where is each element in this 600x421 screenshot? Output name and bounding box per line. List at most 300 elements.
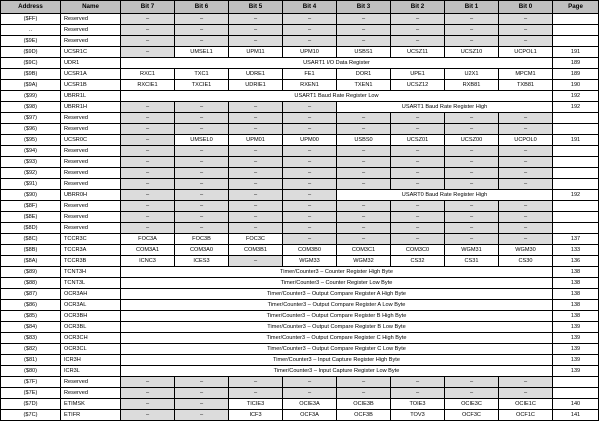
register-name-cell: TCNT3L: [61, 278, 121, 289]
address-cell: ($9B): [1, 69, 61, 80]
bit-cell: –: [337, 36, 391, 47]
bit-cell: –: [499, 377, 553, 388]
register-description-cell: Timer/Counter3 – Input Capture Register Low Byte: [121, 366, 553, 377]
register-name-cell: UBRR1H: [61, 102, 121, 113]
page-number-cell: [553, 25, 599, 36]
address-cell: ($9C): [1, 58, 61, 69]
bit-cell: –: [391, 223, 445, 234]
bit-cell: –: [283, 377, 337, 388]
register-name-cell: TCCR3B: [61, 256, 121, 267]
bit-cell: –: [121, 135, 175, 146]
bit-cell: –: [337, 388, 391, 399]
bit-cell: –: [445, 179, 499, 190]
register-name-cell: Reserved: [61, 377, 121, 388]
bit-cell: –: [391, 25, 445, 36]
page-number-cell: 139: [553, 322, 599, 333]
bit-cell: –: [283, 179, 337, 190]
register-name-cell: ETIFR: [61, 410, 121, 421]
bit-cell: COM3C1: [337, 245, 391, 256]
bit-cell: UCPOL1: [499, 47, 553, 58]
bit-cell: –: [175, 399, 229, 410]
bit-cell: –: [175, 377, 229, 388]
register-description-cell: USART1 I/O Data Register: [121, 58, 553, 69]
address-cell: ($80): [1, 366, 61, 377]
bit-cell: –: [229, 212, 283, 223]
bit-cell: –: [175, 223, 229, 234]
table-body: [1, 14, 599, 421]
bit-cell: UCSZ12: [391, 80, 445, 91]
bit-cell: UPM00: [283, 135, 337, 146]
page-number-cell: 139: [553, 355, 599, 366]
page-number-cell: 190: [553, 80, 599, 91]
bit-cell: –: [175, 102, 229, 113]
table-row: [1, 201, 599, 212]
address-cell: ($85): [1, 311, 61, 322]
page-number-cell: 138: [553, 311, 599, 322]
bit-cell: COM3C0: [391, 245, 445, 256]
bit-cell: UDRIE1: [229, 80, 283, 91]
register-name-cell: Reserved: [61, 201, 121, 212]
table-row: [1, 245, 599, 256]
bit-cell: –: [175, 36, 229, 47]
bit-cell: –: [121, 388, 175, 399]
bit-cell: –: [337, 168, 391, 179]
table-row: [1, 377, 599, 388]
bit-cell: –: [337, 25, 391, 36]
bit-cell: UMSEL1: [175, 47, 229, 58]
register-description-cell: Timer/Counter3 – Output Compare Register C Low Byte: [121, 344, 553, 355]
page-number-cell: 189: [553, 58, 599, 69]
page-number-cell: 192: [553, 102, 599, 113]
bit-cell: TXCIE1: [175, 80, 229, 91]
address-cell: ($8B): [1, 245, 61, 256]
bit-cell: –: [175, 212, 229, 223]
bit-cell: WGM31: [445, 245, 499, 256]
bit-cell: –: [229, 25, 283, 36]
bit-cell: COM3A1: [121, 245, 175, 256]
bit-cell: –: [175, 410, 229, 421]
bit-cell: –: [175, 179, 229, 190]
register-description-cell: Timer/Counter3 – Output Compare Register B Low Byte: [121, 322, 553, 333]
address-cell: ($7C): [1, 410, 61, 421]
bit-cell: –: [229, 146, 283, 157]
bit-cell: –: [445, 124, 499, 135]
bit-cell: OCF3B: [337, 410, 391, 421]
address-cell: ($97): [1, 113, 61, 124]
table-row: [1, 102, 599, 113]
table-row: [1, 344, 599, 355]
bit-cell: –: [229, 14, 283, 25]
bit-cell: WGM30: [499, 245, 553, 256]
bit-cell: –: [337, 14, 391, 25]
bit-cell: –: [229, 388, 283, 399]
column-header: Address: [1, 1, 61, 14]
bit-cell: –: [445, 146, 499, 157]
bit-cell: –: [283, 223, 337, 234]
bit-cell: –: [121, 190, 175, 201]
bit-cell: –: [337, 157, 391, 168]
register-name-cell: Reserved: [61, 25, 121, 36]
register-name-cell: OCR3BH: [61, 311, 121, 322]
bit-cell: –: [229, 113, 283, 124]
bit-cell: –: [445, 234, 499, 245]
bit-cell: –: [229, 256, 283, 267]
bit-cell: –: [499, 25, 553, 36]
page-number-cell: 139: [553, 344, 599, 355]
bit-cell: –: [175, 146, 229, 157]
address-cell: ($9A): [1, 80, 61, 91]
page-number-cell: 192: [553, 190, 599, 201]
bit-cell: –: [229, 201, 283, 212]
bit-cell: –: [499, 113, 553, 124]
bit-cell: UCSZ10: [445, 47, 499, 58]
table-row: [1, 212, 599, 223]
table-row: [1, 168, 599, 179]
register-name-cell: OCR3AL: [61, 300, 121, 311]
bit-cell: –: [175, 201, 229, 212]
bit-cell: –: [445, 25, 499, 36]
bit-cell: –: [283, 14, 337, 25]
address-cell: ($87): [1, 289, 61, 300]
bit-cell: COM3B1: [229, 245, 283, 256]
page-number-cell: [553, 388, 599, 399]
bit-cell: RXCIE1: [121, 80, 175, 91]
table-row: [1, 278, 599, 289]
bit-cell: OCIE1C: [499, 399, 553, 410]
bit-cell: FOC3A: [121, 234, 175, 245]
register-description-cell: Timer/Counter3 – Output Compare Register C High Byte: [121, 333, 553, 344]
table-row: [1, 256, 599, 267]
table-row: [1, 69, 599, 80]
bit-cell: –: [121, 201, 175, 212]
table-row: [1, 333, 599, 344]
bit-cell: –: [283, 102, 337, 113]
table-row: [1, 113, 599, 124]
bit-cell: –: [445, 377, 499, 388]
register-name-cell: Reserved: [61, 388, 121, 399]
bit-cell: –: [445, 212, 499, 223]
bit-cell: –: [283, 113, 337, 124]
bit-cell: –: [283, 146, 337, 157]
bit-cell: –: [499, 157, 553, 168]
register-name-cell: ICR3H: [61, 355, 121, 366]
bit-cell: –: [229, 190, 283, 201]
bit-cell: –: [337, 377, 391, 388]
page-number-cell: [553, 377, 599, 388]
address-cell: ($88): [1, 278, 61, 289]
bit-cell: ICNC3: [121, 256, 175, 267]
table-row: [1, 91, 599, 102]
page-number-cell: [553, 223, 599, 234]
column-header: Bit 6: [175, 1, 229, 14]
bit-cell: CS30: [499, 256, 553, 267]
bit-cell: –: [391, 113, 445, 124]
bit-cell: –: [121, 146, 175, 157]
register-description-cell: USART0 Baud Rate Register High: [337, 190, 553, 201]
bit-cell: FOC3C: [229, 234, 283, 245]
page-number-cell: [553, 179, 599, 190]
bit-cell: –: [391, 124, 445, 135]
bit-cell: –: [175, 124, 229, 135]
address-cell: ($86): [1, 300, 61, 311]
page-number-cell: [553, 124, 599, 135]
bit-cell: –: [499, 146, 553, 157]
register-name-cell: OCR3BL: [61, 322, 121, 333]
bit-cell: –: [337, 113, 391, 124]
bit-cell: –: [229, 124, 283, 135]
page-number-cell: 137: [553, 234, 599, 245]
register-description-cell: USART1 Baud Rate Register Low: [121, 91, 553, 102]
table-row: [1, 58, 599, 69]
bit-cell: –: [121, 157, 175, 168]
bit-cell: ICF3: [229, 410, 283, 421]
bit-cell: –: [445, 201, 499, 212]
address-cell: ($96): [1, 124, 61, 135]
bit-cell: –: [121, 399, 175, 410]
register-description-cell: Timer/Counter3 – Output Compare Register A Low Byte: [121, 300, 553, 311]
bit-cell: COM3A0: [175, 245, 229, 256]
bit-cell: –: [121, 377, 175, 388]
page-number-cell: [553, 212, 599, 223]
table-row: [1, 267, 599, 278]
table-row: [1, 47, 599, 58]
address-cell: ($8A): [1, 256, 61, 267]
register-name-cell: UBRR0H: [61, 190, 121, 201]
bit-cell: OCIE3C: [445, 399, 499, 410]
table-row: [1, 179, 599, 190]
column-header: Bit 1: [445, 1, 499, 14]
page-number-cell: [553, 168, 599, 179]
register-name-cell: Reserved: [61, 179, 121, 190]
bit-cell: –: [391, 377, 445, 388]
bit-cell: –: [175, 168, 229, 179]
table-row: [1, 146, 599, 157]
bit-cell: –: [391, 179, 445, 190]
bit-cell: UCSZ00: [445, 135, 499, 146]
bit-cell: TXB81: [499, 80, 553, 91]
bit-cell: –: [229, 179, 283, 190]
address-cell: ($8F): [1, 201, 61, 212]
bit-cell: FE1: [283, 69, 337, 80]
register-name-cell: UDR1: [61, 58, 121, 69]
bit-cell: UPM01: [229, 135, 283, 146]
bit-cell: OCIE3A: [283, 399, 337, 410]
bit-cell: UPM10: [283, 47, 337, 58]
bit-cell: UCSZ11: [391, 47, 445, 58]
bit-cell: –: [445, 157, 499, 168]
bit-cell: USBS0: [337, 135, 391, 146]
page-number-cell: [553, 157, 599, 168]
register-name-cell: UCSR0C: [61, 135, 121, 146]
bit-cell: –: [499, 223, 553, 234]
bit-cell: –: [391, 157, 445, 168]
address-cell: ($98): [1, 102, 61, 113]
column-header: Bit 4: [283, 1, 337, 14]
bit-cell: –: [337, 179, 391, 190]
bit-cell: –: [499, 179, 553, 190]
bit-cell: –: [229, 36, 283, 47]
register-name-cell: OCR3CH: [61, 333, 121, 344]
address-cell: ($9E): [1, 36, 61, 47]
register-description-cell: Timer/Counter3 – Counter Register Low Byte: [121, 278, 553, 289]
column-header: Bit 2: [391, 1, 445, 14]
table-row: [1, 190, 599, 201]
register-name-cell: Reserved: [61, 223, 121, 234]
page-number-cell: [553, 113, 599, 124]
address-cell: ($8D): [1, 223, 61, 234]
register-name-cell: OCR3CL: [61, 344, 121, 355]
table-row: [1, 399, 599, 410]
bit-cell: –: [445, 388, 499, 399]
page-number-cell: 136: [553, 256, 599, 267]
bit-cell: –: [121, 223, 175, 234]
bit-cell: –: [175, 113, 229, 124]
page-number-cell: 141: [553, 410, 599, 421]
bit-cell: –: [391, 388, 445, 399]
bit-cell: –: [337, 201, 391, 212]
bit-cell: FOC3B: [175, 234, 229, 245]
address-cell: ($95): [1, 135, 61, 146]
page-number-cell: 139: [553, 366, 599, 377]
address-cell: ($89): [1, 267, 61, 278]
table-row: [1, 322, 599, 333]
bit-cell: –: [283, 201, 337, 212]
address-cell: ($90): [1, 190, 61, 201]
bit-cell: –: [445, 36, 499, 47]
bit-cell: –: [175, 388, 229, 399]
table-header: [1, 1, 599, 14]
register-name-cell: ICR3L: [61, 366, 121, 377]
page-number-cell: 191: [553, 47, 599, 58]
address-cell: ($7F): [1, 377, 61, 388]
bit-cell: –: [121, 102, 175, 113]
table-row: [1, 300, 599, 311]
page-number-cell: 139: [553, 333, 599, 344]
bit-cell: –: [175, 25, 229, 36]
register-name-cell: UBRR1L: [61, 91, 121, 102]
bit-cell: –: [175, 157, 229, 168]
bit-cell: –: [283, 388, 337, 399]
table-row: [1, 388, 599, 399]
bit-cell: –: [175, 190, 229, 201]
bit-cell: –: [283, 212, 337, 223]
register-name-cell: TCNT3H: [61, 267, 121, 278]
bit-cell: –: [121, 47, 175, 58]
bit-cell: –: [337, 146, 391, 157]
bit-cell: –: [391, 146, 445, 157]
address-cell: ($8C): [1, 234, 61, 245]
register-name-cell: UCSR1B: [61, 80, 121, 91]
address-cell: ..: [1, 25, 61, 36]
bit-cell: OCF1C: [499, 410, 553, 421]
table-row: [1, 157, 599, 168]
bit-cell: CS32: [391, 256, 445, 267]
register-name-cell: OCR3AH: [61, 289, 121, 300]
table-row: [1, 25, 599, 36]
register-description-cell: USART1 Baud Rate Register High: [337, 102, 553, 113]
register-description-cell: Timer/Counter3 – Output Compare Register B High Byte: [121, 311, 553, 322]
bit-cell: DOR1: [337, 69, 391, 80]
address-cell: ($82): [1, 344, 61, 355]
bit-cell: UPM11: [229, 47, 283, 58]
register-description-cell: Timer/Counter3 – Output Compare Register A High Byte: [121, 289, 553, 300]
bit-cell: –: [391, 14, 445, 25]
bit-cell: –: [229, 223, 283, 234]
bit-cell: –: [445, 223, 499, 234]
page-number-cell: [553, 14, 599, 25]
page-number-cell: [553, 201, 599, 212]
bit-cell: –: [337, 234, 391, 245]
bit-cell: OCIE3B: [337, 399, 391, 410]
bit-cell: –: [337, 124, 391, 135]
bit-cell: RXC1: [121, 69, 175, 80]
register-name-cell: Reserved: [61, 212, 121, 223]
column-header: Bit 7: [121, 1, 175, 14]
table-row: [1, 223, 599, 234]
bit-cell: –: [175, 14, 229, 25]
bit-cell: TOV3: [391, 410, 445, 421]
column-header: Bit 3: [337, 1, 391, 14]
bit-cell: –: [121, 25, 175, 36]
bit-cell: RXB81: [445, 80, 499, 91]
bit-cell: TXEN1: [337, 80, 391, 91]
page-number-cell: 133: [553, 245, 599, 256]
bit-cell: RXEN1: [283, 80, 337, 91]
address-cell: ($92): [1, 168, 61, 179]
bit-cell: –: [391, 212, 445, 223]
bit-cell: –: [499, 212, 553, 223]
page-number-cell: [553, 146, 599, 157]
register-name-cell: Reserved: [61, 36, 121, 47]
address-cell: ($84): [1, 322, 61, 333]
address-cell: ($9D): [1, 47, 61, 58]
table-row: [1, 355, 599, 366]
header-row: [1, 1, 599, 14]
bit-cell: –: [283, 124, 337, 135]
register-name-cell: Reserved: [61, 157, 121, 168]
bit-cell: TOIE3: [391, 399, 445, 410]
bit-cell: –: [391, 201, 445, 212]
register-name-cell: UCSR1A: [61, 69, 121, 80]
table-row: [1, 234, 599, 245]
address-cell: ($7D): [1, 399, 61, 410]
bit-cell: –: [499, 201, 553, 212]
bit-cell: UPE1: [391, 69, 445, 80]
register-name-cell: Reserved: [61, 14, 121, 25]
bit-cell: –: [283, 36, 337, 47]
bit-cell: –: [121, 179, 175, 190]
bit-cell: –: [337, 212, 391, 223]
bit-cell: MPCM1: [499, 69, 553, 80]
register-name-cell: ETIMSK: [61, 399, 121, 410]
bit-cell: –: [121, 410, 175, 421]
bit-cell: UDRE1: [229, 69, 283, 80]
bit-cell: –: [499, 36, 553, 47]
table-row: [1, 124, 599, 135]
bit-cell: –: [283, 157, 337, 168]
register-name-cell: UCSR1C: [61, 47, 121, 58]
address-cell: ($93): [1, 157, 61, 168]
bit-cell: –: [445, 113, 499, 124]
page-number-cell: 191: [553, 135, 599, 146]
bit-cell: OCF3A: [283, 410, 337, 421]
address-cell: ($91): [1, 179, 61, 190]
bit-cell: –: [229, 168, 283, 179]
table-row: [1, 289, 599, 300]
bit-cell: –: [391, 36, 445, 47]
bit-cell: –: [121, 212, 175, 223]
page-number-cell: 138: [553, 289, 599, 300]
